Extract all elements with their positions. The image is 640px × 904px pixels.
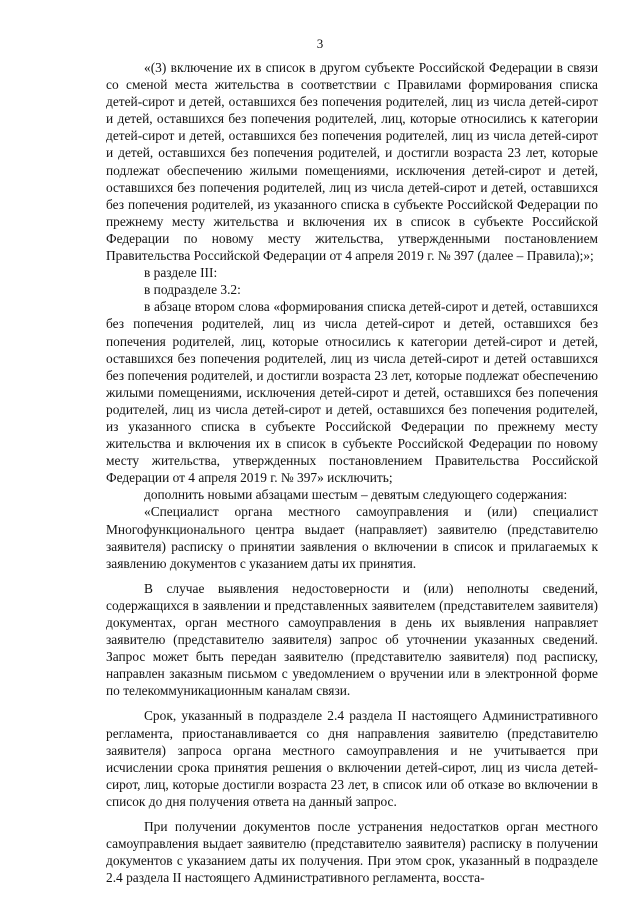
paragraph-subsection-3-2: в подразделе 3.2: bbox=[144, 282, 241, 298]
paragraph-receipt-issuance: «Специалист органа местного самоуправления и (или) специалист Многофункционального центра выдает (направляет) заявителю (представителю заявителя) расписку о принятии заявления о включении в список и прилагаемых к заявлению документов с указанием даты их принятия. bbox=[106, 504, 598, 571]
paragraph-inaccuracy-request: В случае выявления недостоверности и (или) неполноты сведений, содержащихся в заявлении и представленных заявителем (представителем заявителя) документах, орган местного самоуправления в день их выявления направляет заявителю (представителю заявителя) запрос об уточнении указанных сведений. Запрос может быть передан заявителю (представителю заявителя) под расписку, направлен заказным письмом с уведомлением о вручении или в электронной форме по телекоммуникационным каналам связи. bbox=[106, 580, 598, 699]
page-number: 3 bbox=[316, 36, 324, 51]
paragraph-documents-after-correction: При получении документов после устранения недостатков орган местного самоуправления выдает заявителю (представителю заявителя) расписку в получении документов с указанием даты их получения. При этом срок, указанный в подразделе 2.4 раздела II настоящего Административного регламента, восста- bbox=[106, 819, 598, 886]
paragraph-inclusion-clause: «(3) включение их в список в другом субъекте Российской Федерации в связи со сменой места жительства в соответствии с Правилами формирования списка детей-сирот и детей, оставшихся без попечения родителей, лиц из числа детей-сирот и детей, оставшихся без попечения родителей, лиц, которые относились к категории детей-сирот и детей, оставшихся без попечения родителей, лиц из числа детей-сирот и детей, оставшихся без попечения родителей, и достигли возраста 23 лет, которые подлежат обеспечению жилыми помещениями, исключения детей-сирот и детей, оставшихся без попечения родителей, лиц из числа детей-сирот и детей, оставшихся без попечения родителей, из указанного списка в субъекте Российской Федерации по прежнему месту жительства и включения их в список в субъекте Российской Федерации по новому месту жительства, утвержденными постановлением Правительства Российской Федерации от 4 апреля 2019 г. № 397 (далее – Правила);»; bbox=[106, 60, 598, 264]
paragraph-deadline-suspension: Срок, указанный в подразделе 2.4 раздела II настоящего Административного регламента, приостанавливается со дня направления заявителю (представителю заявителя) запроса органа местного самоуправления и не учитывается при исчислении срока принятия решения о включении детей-сирот, лиц из числа детей-сирот, лиц, которые достигли возраста 23 лет, в список или об отказе во включении в список до дня получения ответа на данный запрос. bbox=[106, 708, 598, 809]
document-body bbox=[106, 59, 598, 886]
paragraph-second-abzac-amendment: в абзаце втором слова «формирования списка детей-сирот и детей, оставшихся без попечения родителей, лиц из числа детей-сирот и детей, оставшихся без попечения родителей, лиц, которые относились к категории детей-сирот и детей, оставшихся без попечения родителей, лиц из числа детей-сирот и детей оставшихся без попечения родителей, и достигли возраста 23 лет, которые подлежат обеспечению жилыми помещениями, исключения детей-сирот и детей, оставшихся без попечения родителей, лиц из числа детей-сирот и детей, оставшихся без попечения родителей, из указанного списка в субъекте Российской Федерации по прежнему месту жительства и включения их в список в субъекте Российской Федерации по новому месту жительства, утвержденных постановлением Правительства Российской Федерации от 4 апреля 2019 г. № 397» исключить; bbox=[106, 299, 598, 486]
paragraph-section-iii: в разделе III: bbox=[144, 265, 218, 281]
paragraph-add-new-abzacs: дополнить новыми абзацами шестым – девятым следующего содержания: bbox=[144, 487, 568, 503]
